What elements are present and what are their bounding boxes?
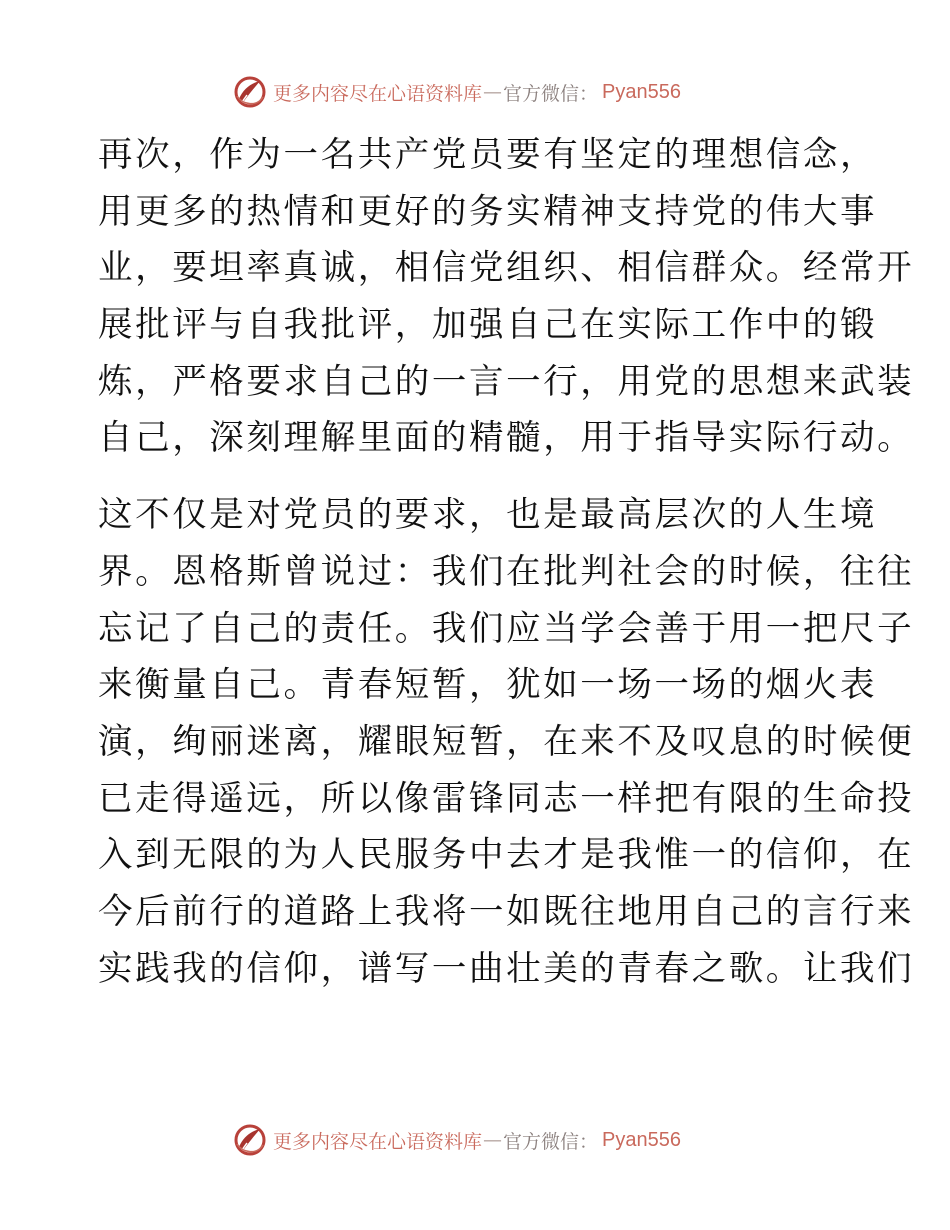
brand-text: 更多内容尽在心语资料库: [273, 1130, 483, 1153]
text-line: 再次，作为一名共产党员要有坚定的理想信念，: [98, 135, 878, 175]
text-line: 炼，严格要求自己的一言一行，用党的思想来武装: [98, 361, 915, 402]
text-line: 实践我的信仰，谱写一曲壮美的青春之歌。让我们: [98, 948, 915, 989]
header-banner: [233, 72, 681, 112]
paragraph-1: [98, 127, 915, 467]
pen-logo-icon: [233, 1123, 267, 1157]
text-line: 这不仅是对党员的要求，也是最高层次的人生境: [98, 495, 878, 536]
text-line: 忘记了自己的责任。我们应当学会善于用一把尺子: [98, 608, 915, 649]
wechat-id: Pyan556: [602, 1128, 681, 1151]
separator: —: [483, 81, 503, 103]
wechat-label: 官方微信：: [503, 1130, 599, 1153]
paragraph-2: [98, 487, 915, 997]
document-body: [98, 127, 915, 997]
brand-text: 更多内容尽在心语资料库: [273, 82, 483, 105]
wechat-label: 官方微信：: [503, 82, 599, 105]
separator: —: [483, 1129, 503, 1151]
text-line: 来衡量自己。青春短暂，犹如一场一场的烟火表: [98, 665, 878, 706]
text-line: 自己，深刻理解里面的精髓，用于指导实际行动。: [98, 418, 915, 459]
footer-banner: [233, 1120, 681, 1160]
text-line: 展批评与自我批评，加强自己在实际工作中的锻: [98, 305, 878, 346]
text-line: 今后前行的道路上我将一如既往地用自己的言行来: [98, 891, 915, 932]
text-line: 入到无限的为人民服务中去才是我惟一的信仰，在: [98, 835, 915, 876]
text-line: 用更多的热情和更好的务实精神支持党的伟大事: [98, 191, 878, 232]
text-line: 已走得遥远，所以像雷锋同志一样把有限的生命投: [98, 778, 915, 819]
text-line: 界。恩格斯曾说过：我们在批判社会的时候，往往: [98, 551, 915, 592]
pen-logo-icon: [233, 75, 267, 109]
text-line: 业，要坦率真诚，相信党组织、相信群众。经常开: [98, 248, 915, 289]
wechat-id: Pyan556: [602, 80, 681, 103]
text-line: 演，绚丽迷离，耀眼短暂，在来不及叹息的时候便: [98, 721, 915, 762]
